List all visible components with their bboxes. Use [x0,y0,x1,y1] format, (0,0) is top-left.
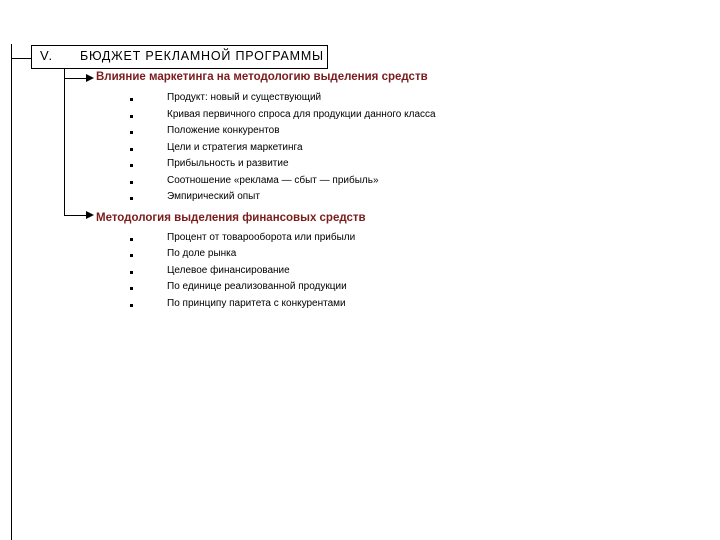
bullet-icon [130,131,133,134]
bullet-icon [130,197,133,200]
inner-vertical-line [64,68,65,215]
arrow-right-icon [86,211,94,219]
section-2-title: Методология выделения финансовых средств [96,212,366,224]
list-item: Кривая первичного спроса для продукции данного класса [167,109,436,120]
list-item: Эмпирический опыт [167,191,260,202]
list-item: Целевое финансирование [167,265,290,276]
bullet-icon [130,304,133,307]
bullet-icon [130,271,133,274]
bullet-icon [130,98,133,101]
list-item: По принципу паритета с конкурентами [167,298,346,309]
arrow-right-icon [86,74,94,82]
bullet-icon [130,254,133,257]
list-item: Продукт: новый и существующий [167,92,322,103]
section-1-title: Влияние маркетинга на методологию выделения средств [96,71,428,83]
bullet-icon [130,164,133,167]
page-title: БЮДЖЕТ РЕКЛАМНОЙ ПРОГРАММЫ [80,49,324,63]
list-item: Прибыльность и развитие [167,158,289,169]
bullet-icon [130,287,133,290]
list-item: Цели и стратегия маркетинга [167,142,303,153]
list-item: Процент от товарооборота или прибыли [167,232,356,243]
list-item: По единице реализованной продукции [167,281,347,292]
list-item: Положение конкурентов [167,125,280,136]
left-vertical-line [11,44,12,540]
section-2-connector [64,215,88,216]
bullet-icon [130,238,133,241]
section-1-connector [64,78,88,79]
bullet-icon [130,115,133,118]
list-item: Соотношение «реклама — сбыт — прибыль» [167,175,379,186]
section-numeral: V. [40,48,54,63]
bullet-icon [130,181,133,184]
header-connector-line [11,58,33,59]
bullet-icon [130,148,133,151]
list-item: По доле рынка [167,248,237,259]
